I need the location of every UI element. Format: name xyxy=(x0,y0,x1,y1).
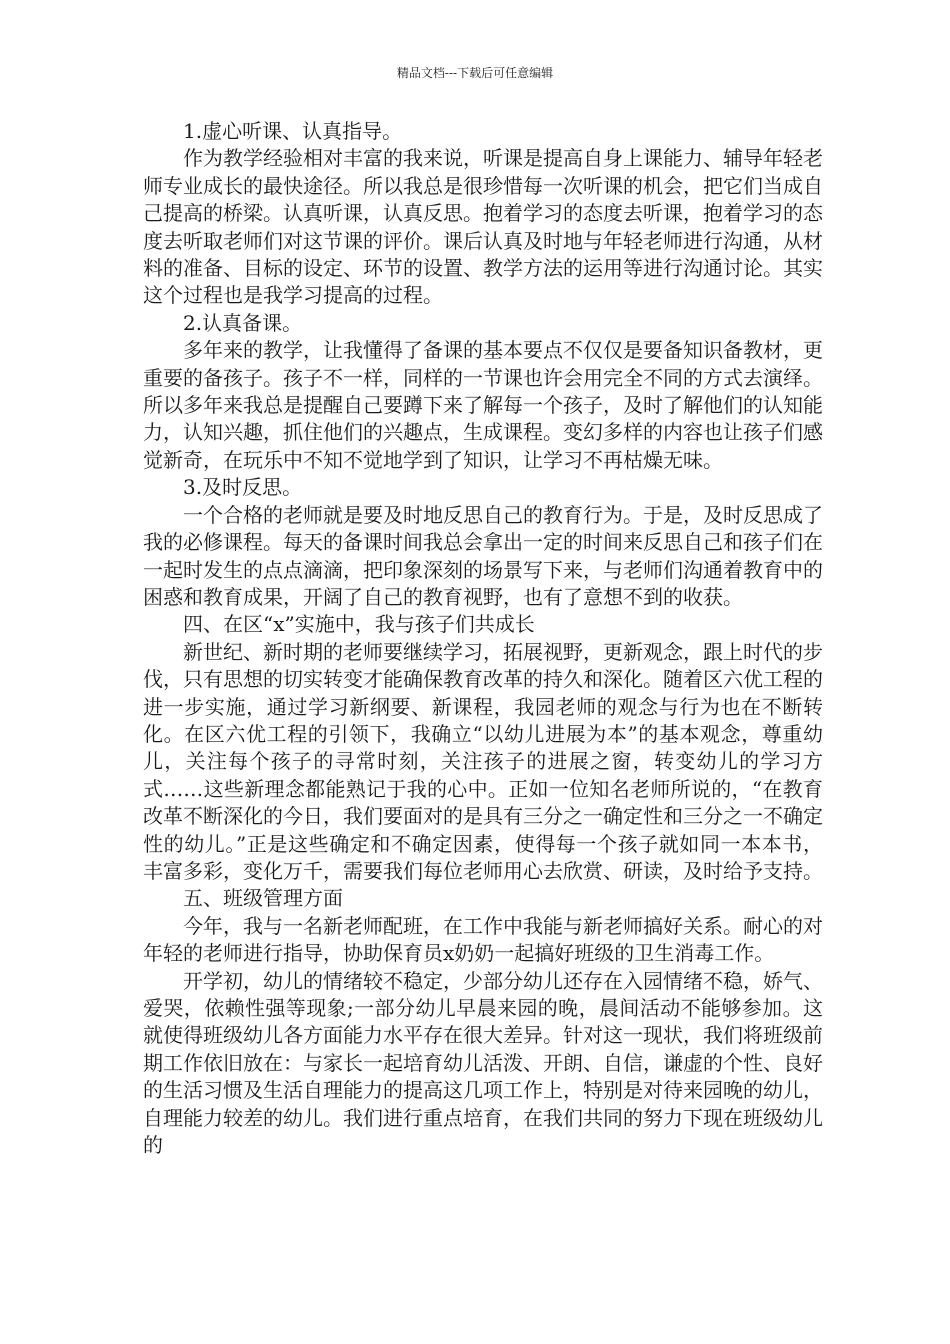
section-heading-5: 五、班级管理方面 xyxy=(183,886,343,911)
section-heading-3: 3.及时反思。 xyxy=(183,475,303,500)
section-heading-4: 四、在区“x”实施中，我与孩子们共成长 xyxy=(183,612,535,637)
document-body xyxy=(143,118,823,1159)
page-header: 精品文档---下载后可任意编辑 xyxy=(396,66,554,80)
paragraph-growth: 新世纪、新时期的老师要继续学习，拓展视野，更新观念，跟上时代的步伐，只有思想的切实转变才能确保教育改革的持久和深化。随着区六优工程的进一步实施，通过学习新纲要、新课程，我园老师的观念与行为也在不断转化。在区六优工程的引领下，我确立“以幼儿进展为本”的基本观念，尊重幼儿，关注每个孩子的寻常时刻，关注孩子的进展之窗，转变幼儿的学习方式……这些新理念都能熟记于我的心中。正如一位知名老师所说的，“在教育改革不断深化的今日，我们要面对的是具有三分之一确定性和三分之一不确定性的幼儿。”正是这些确定和不确定因素，使得每一个孩子就如同一本本书，丰富多彩，变化万千，需要我们每位老师用心去欣赏、研读，及时给予支持。 xyxy=(143,639,823,883)
paragraph-semester-start: 开学初，幼儿的情绪较不稳定，少部分幼儿还存在入园情绪不稳，娇气、爱哭，依赖性强等现象;一部分幼儿早晨来园的晚，晨间活动不能够参加。这就使得班级幼儿各方面能力水平存在很大差异。针对这一现状，我们将班级前期工作依旧放在：与家长一起培育幼儿活泼、开朗、自信，谦虚的个性、良好的生活习惯及生活自理能力的提高这几项工作上，特别是对待来园晚的幼儿，自理能力较差的幼儿。我们进行重点培育，在我们共同的努力下现在班级幼儿的 xyxy=(143,968,823,1158)
section-heading-1: 1.虚心听课、认真指导。 xyxy=(183,119,403,143)
paragraph-listening: 作为教学经验相对丰富的我来说，听课是提高自身上课能力、辅导年轻老师专业成长的最快途径。所以我总是很珍惜每一次听课的机会，把它们当成自己提高的桥梁。认真听课，认真反思。抱着学习的态度去听课，抱着学习的态度去听取老师们对这节课的评价。课后认真及时地与年轻老师进行沟通，从材料的准备、目标的设定、环节的设置、教学方法的运用等进行沟通讨论。其实这个过程也是我学习提高的过程。 xyxy=(143,146,823,308)
paragraph-class-management: 今年，我与一名新老师配班，在工作中我能与新老师搞好关系。耐心的对年轻的老师进行指导，协助保育员x奶奶一起搞好班级的卫生消毒工作。 xyxy=(143,913,823,966)
paragraph-reflection: 一个合格的老师就是要及时地反思自己的教育行为。于是，及时反思成了我的必修课程。每天的备课时间我总会拿出一定的时间来反思自己和孩子们在一起时发生的点点滴滴，把印象深刻的场景写下来，与老师们沟通着教育中的困惑和教育成果，开阔了自己的教育视野，也有了意想不到的收获。 xyxy=(143,502,823,609)
paragraph-lesson-prep: 多年来的教学，让我懂得了备课的基本要点不仅仅是要备知识备教材，更重要的备孩子。孩子不一样，同样的一节课也许会用完全不同的方式去演绎。所以多年来我总是提醒自己要蹲下来了解每一个孩子，及时了解他们的认知能力，认知兴趣，抓住他们的兴趣点，生成课程。变幻多样的内容也让孩子们感觉新奇，在玩乐中不知不觉地学到了知识，让学习不再枯燥无味。 xyxy=(143,338,823,472)
section-heading-2: 2.认真备课。 xyxy=(183,310,303,335)
